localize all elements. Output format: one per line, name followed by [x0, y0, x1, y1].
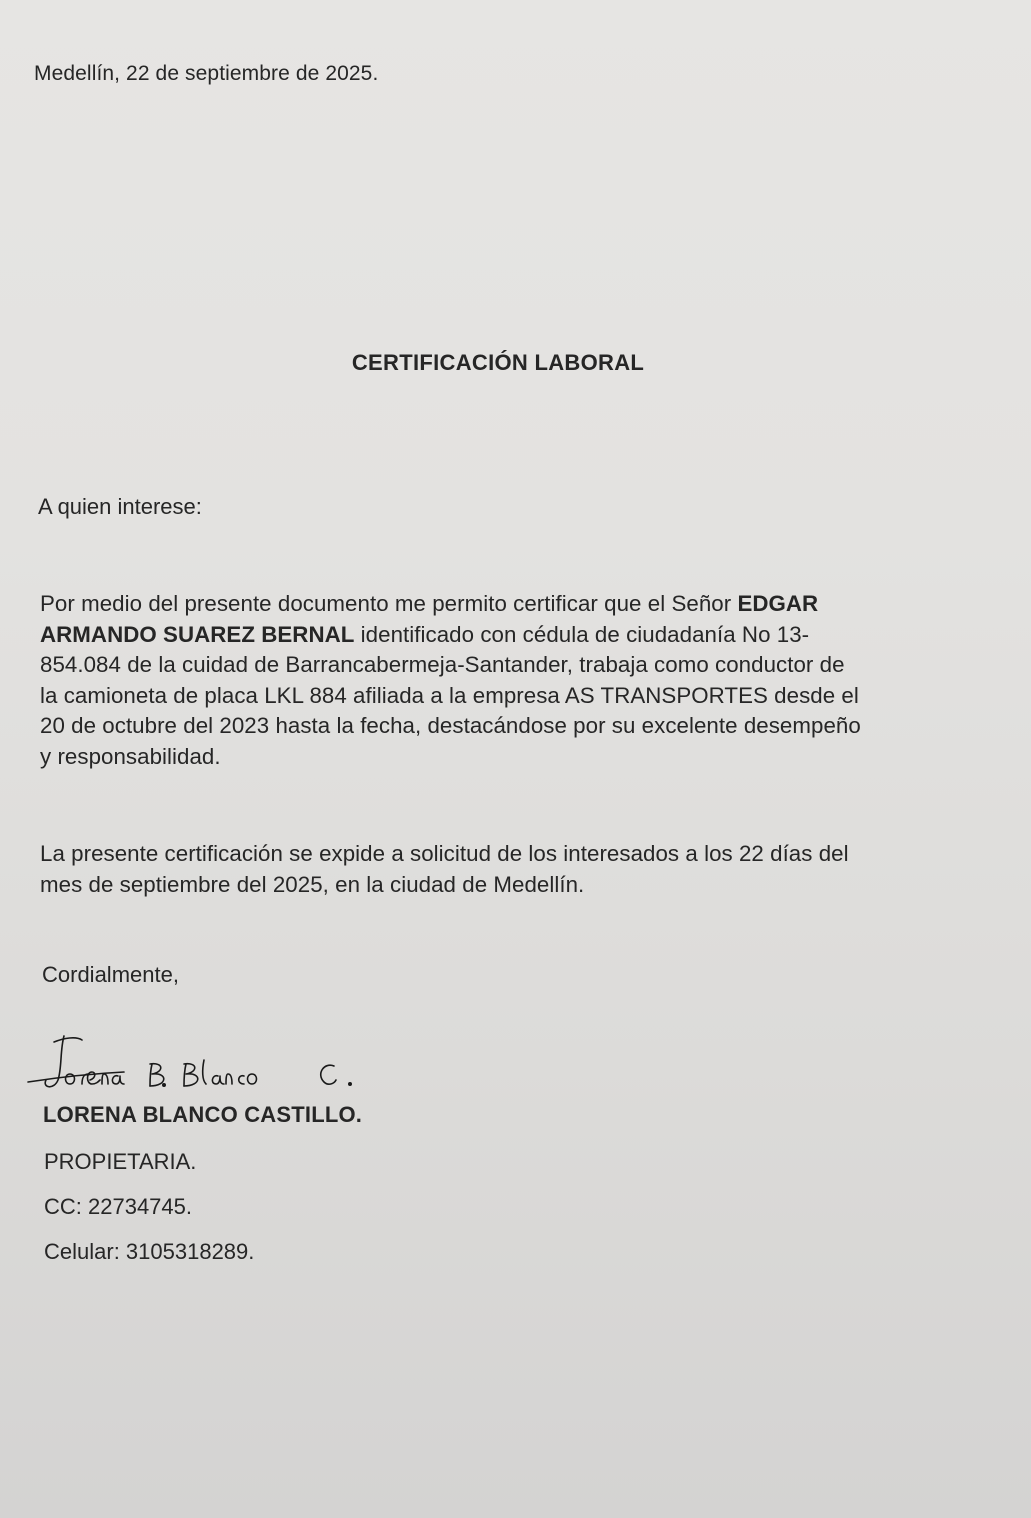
paragraph-line: 854.084 de la cuidad de Barrancabermeja-Santander, trabaja como conductor de [40, 652, 845, 678]
paragraph-line: 20 de octubre del 2023 hasta la fecha, destacándose por su excelente desempeño [40, 713, 861, 739]
certification-paragraph [40, 589, 970, 773]
signer-id: CC: 22734745. [44, 1194, 192, 1219]
closing: Cordialmente, [42, 962, 179, 987]
signer-role: PROPIETARIA. [44, 1149, 197, 1174]
document-title: CERTIFICACIÓN LABORAL [351, 350, 645, 375]
issuance-paragraph [40, 839, 970, 900]
employee-name-first: EDGAR [737, 591, 819, 616]
date-line: Medellín, 22 de septiembre de 2025. [34, 62, 379, 85]
employee-name-rest: ARMANDO SUAREZ BERNAL [40, 621, 355, 647]
paragraph-text: identificado con cédula de ciudadanía No 13- [354, 621, 810, 647]
paragraph-line: la camioneta de placa LKL 884 afiliada a la empresa AS TRANSPORTES desde el [40, 682, 859, 708]
paragraph-line: mes de septiembre del 2025, en la ciudad de Medellín. [40, 871, 585, 897]
signer-name: LORENA BLANCO CASTILLO. [43, 1102, 363, 1127]
paragraph-line [40, 589, 970, 620]
signer-phone: Celular: 3105318289. [44, 1239, 255, 1264]
paragraph-line [40, 620, 970, 651]
paragraph-line: y responsabilidad. [40, 743, 221, 769]
paragraph-line: La presente certificación se expide a solicitud de los interesados a los 22 días del [40, 841, 849, 866]
salutation: A quien interese: [38, 494, 202, 519]
handwritten-signature [24, 1030, 384, 1098]
paragraph-text: Por medio del presente documento me permito certificar que el Señor [40, 591, 738, 616]
